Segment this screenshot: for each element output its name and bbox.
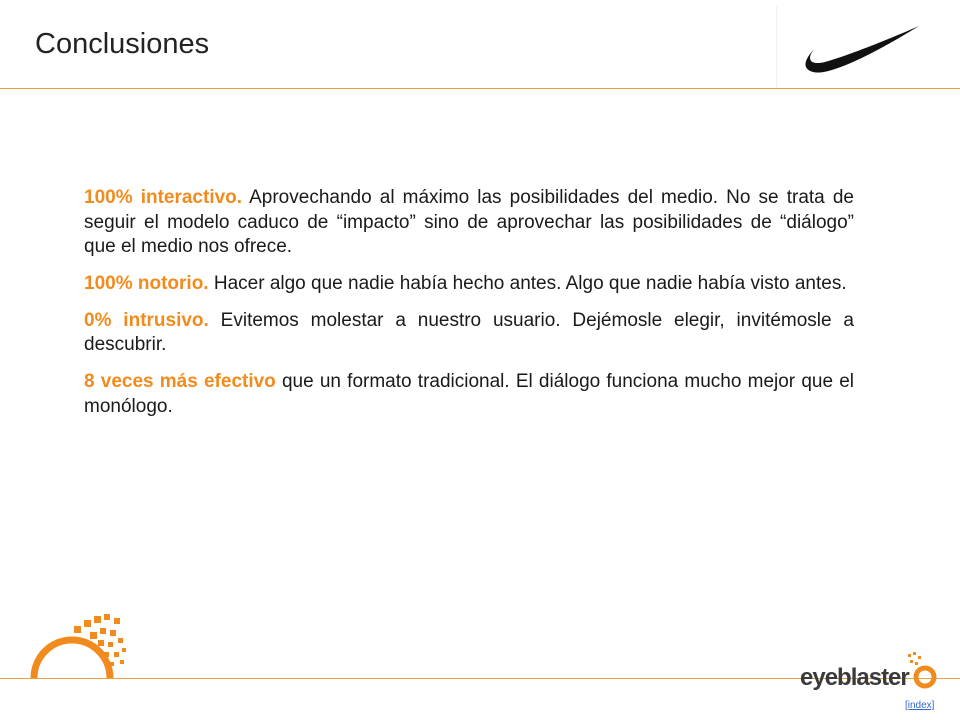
point-effective bbox=[84, 370, 854, 419]
eyeblaster-logo: eyeblaster bbox=[800, 664, 909, 691]
point-interactive bbox=[84, 186, 854, 260]
point-highlight: 8 veces más efectivo bbox=[84, 371, 276, 393]
point-text: Evitemos molestar a nuestro usuario. Dejémosle elegir, invitémosle a descubrir. bbox=[84, 309, 855, 356]
swoosh-icon bbox=[777, 6, 960, 88]
point-highlight: 100% notorio. bbox=[84, 273, 209, 295]
point-highlight: 0% intrusivo. bbox=[84, 309, 209, 331]
page-title: Conclusiones bbox=[35, 28, 210, 60]
point-highlight: 100% interactivo. bbox=[84, 187, 243, 208]
eyeblaster-mark-icon bbox=[798, 650, 948, 700]
point-notorious bbox=[84, 272, 854, 297]
nike-logo bbox=[776, 6, 960, 88]
point-text: Hacer algo que nadie había hecho antes. Algo que nadie había visto antes. bbox=[208, 273, 847, 295]
point-text: que un formato tradicional. El diálogo funciona mucho mejor que el monólogo. bbox=[84, 371, 854, 417]
point-text: Aprovechando al máximo las posibilidades del medio. No se trata de seguir el modelo caduco de “impacto” sino de aprovechar las posibilidades de “diálogo” que el medio nos ofrece. bbox=[84, 187, 854, 258]
point-non-intrusive bbox=[84, 309, 854, 358]
index-link[interactable]: [index] bbox=[905, 700, 935, 711]
conclusions-list bbox=[84, 186, 854, 432]
sun-burst-icon bbox=[26, 608, 136, 680]
title-divider bbox=[0, 88, 960, 89]
